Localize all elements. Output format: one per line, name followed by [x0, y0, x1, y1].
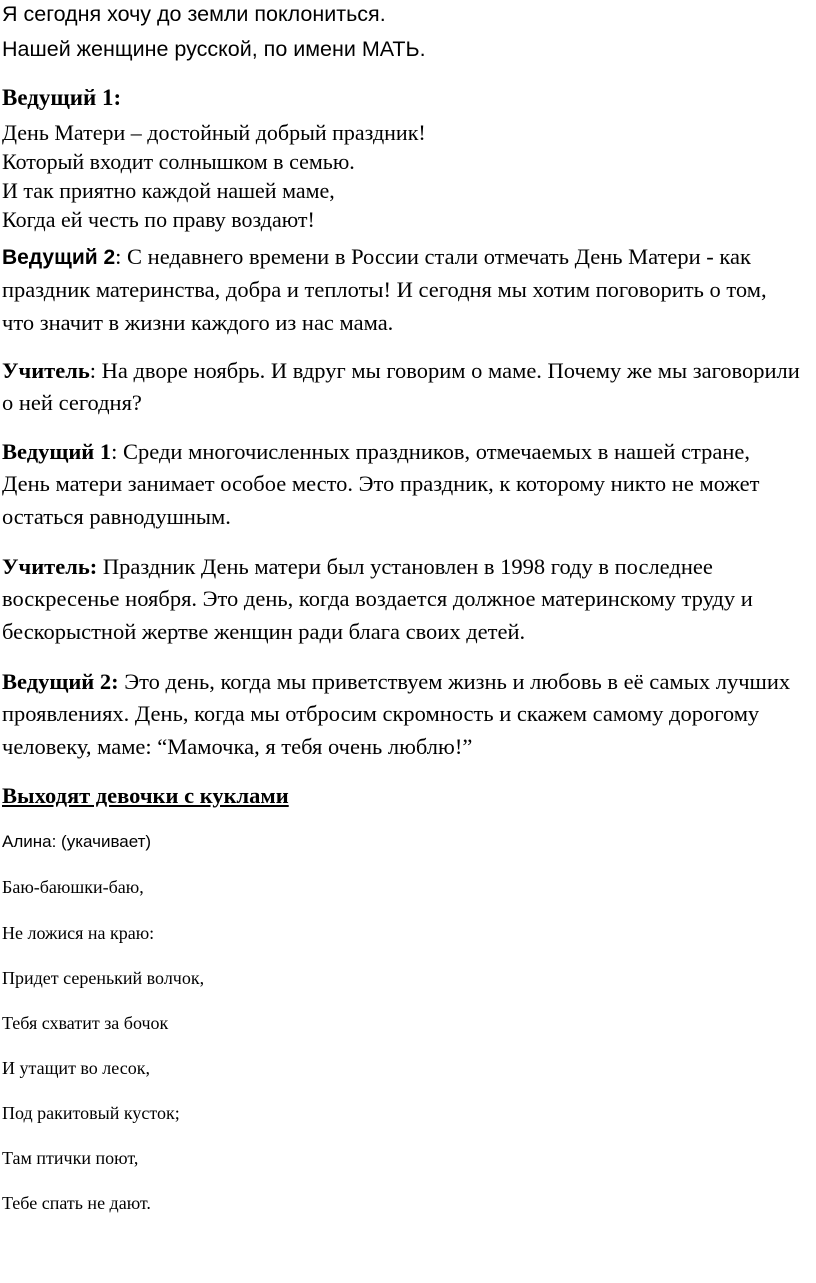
poem-block — [2, 118, 426, 234]
lullaby-line: Баю-баюшки-баю, — [2, 877, 144, 897]
dialogue-text: : С недавнего времени в России стали отмечать День Матери - как праздник материнства, добра и теплоты! И сегодня мы хотим поговорить о том, что значит в жизни каждого из нас мама. — [2, 244, 767, 335]
poem-line: Который входит солнышком в семью. — [2, 149, 355, 174]
speaker-label: Ведущий 2 — [2, 246, 116, 269]
dialogue-paragraph — [2, 355, 802, 420]
speaker-label: Учитель: — [2, 554, 98, 579]
speaker-label: Ведущий 1: — [2, 85, 122, 110]
lullaby-line: Не ложися на краю: — [2, 923, 155, 943]
poem-line: И так приятно каждой нашей маме, — [2, 178, 335, 203]
dialogue-paragraph — [2, 551, 802, 648]
dialogue-paragraph — [2, 666, 802, 763]
lullaby-line: Придет серенький волчок, — [2, 968, 205, 988]
dialogue-text: Праздник День матери был установлен в 1998 году в последнее воскресенье ноября. Это день, когда воздается должное материнскому труду и бескорыстной жертве женщин ради блага своих детей. — [2, 554, 753, 644]
dialogue-text: : На дворе ноябрь. И вдруг мы говорим о маме. Почему же мы заговорили о ней сегодня? — [2, 358, 800, 416]
speaker-label: Ведущий 2: — [2, 669, 119, 694]
intro-line-2: Нашей женщине русской, по имени МАТЬ. — [2, 37, 426, 61]
speaker-label: Ведущий 1 — [2, 439, 112, 464]
lullaby-line: Тебя схватит за бочок — [2, 1013, 169, 1033]
intro-line-1: Я сегодня хочу до земли поклониться. — [2, 2, 386, 26]
stage-note: Алина: (укачивает) — [2, 832, 152, 851]
lullaby-line: Там птички поют, — [2, 1148, 139, 1168]
lullaby-line: Под ракитовый кусток; — [2, 1103, 180, 1123]
poem-line: Когда ей честь по праву воздают! — [2, 207, 315, 232]
lullaby-line: И утащит во лесок, — [2, 1058, 150, 1078]
lullaby-line: Тебе спать не дают. — [2, 1193, 151, 1213]
section-heading: Выходят девочки с куклами — [2, 783, 289, 808]
dialogue-text: : Среди многочисленных праздников, отмечаемых в нашей стране, День матери занимает особое место. Это праздник, к которому никто не может остаться равнодушным. — [2, 439, 760, 529]
dialogue-text: Это день, когда мы приветствуем жизнь и любовь в её самых лучших проявлениях. День, когда мы отбросим скромность и скажем самому дорогому человеку, маме: “Мамочка, я тебя очень люблю!” — [2, 669, 791, 759]
poem-line: День Матери – достойный добрый праздник! — [2, 120, 426, 145]
dialogue-paragraph — [2, 241, 802, 339]
dialogue-paragraph — [2, 436, 802, 533]
speaker-label: Учитель — [2, 358, 90, 383]
